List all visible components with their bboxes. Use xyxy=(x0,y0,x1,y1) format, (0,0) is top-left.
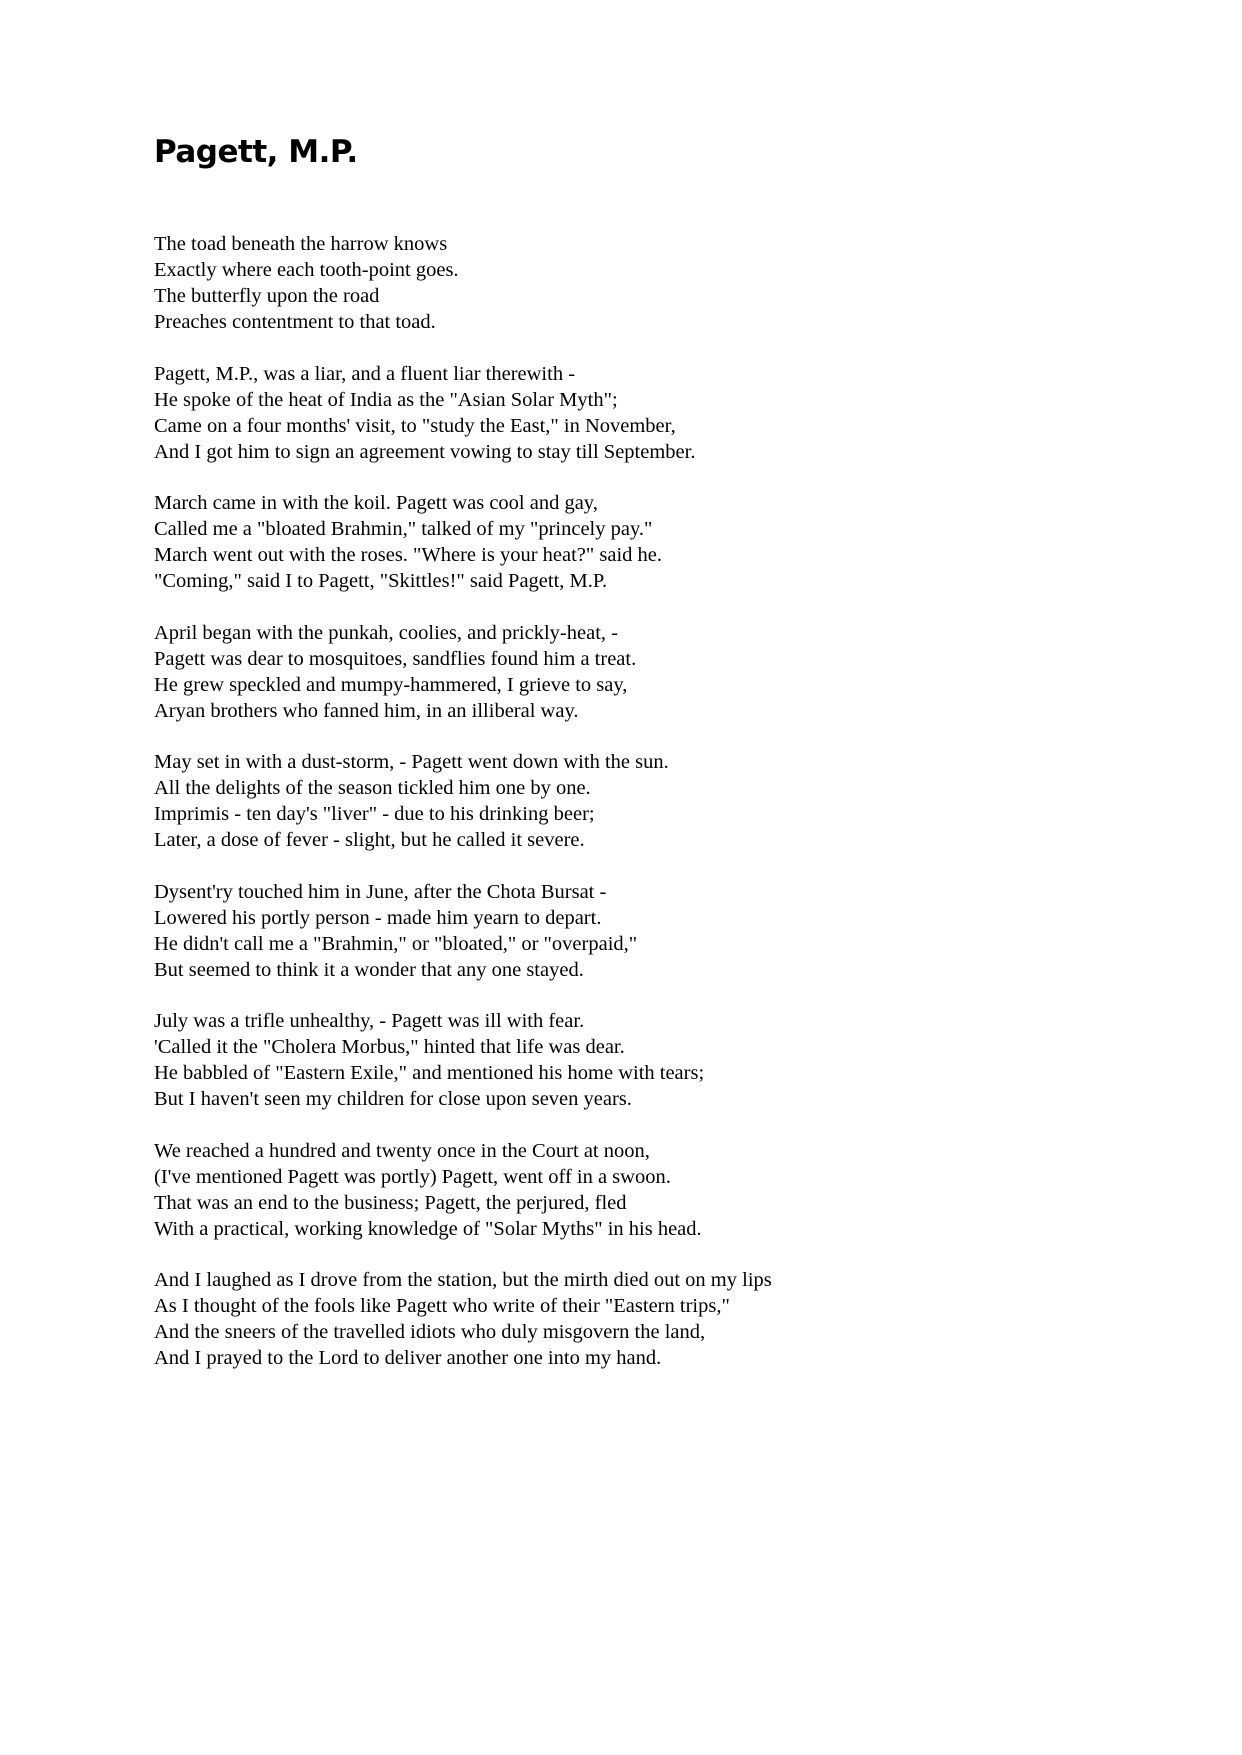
poem-line: That was an end to the business; Pagett, the perjured, fled xyxy=(154,1191,627,1214)
poem-line: Came on a four months' visit, to "study the East," in November, xyxy=(154,414,676,437)
poem-line: He babbled of "Eastern Exile," and mentioned his home with tears; xyxy=(154,1062,705,1084)
poem-line: Preaches contentment to that toad. xyxy=(154,311,436,333)
stanza-4 xyxy=(154,620,1154,724)
poem-line: Imprimis - ten day's "liver" - due to his drinking beer; xyxy=(154,803,595,825)
poem-line: The toad beneath the harrow knows xyxy=(154,233,448,255)
poem-line: "Coming," said I to Pagett, "Skittles!" said Pagett, M.P. xyxy=(154,570,608,592)
poem-line: Exactly where each tooth-point goes. xyxy=(154,259,459,281)
poem-line: Pagett, M.P., was a liar, and a fluent liar therewith - xyxy=(154,362,576,385)
stanza-7 xyxy=(154,1008,1154,1112)
poem-line: Pagett was dear to mosquitoes, sandflies found him a treat. xyxy=(154,647,637,670)
page-title: Pagett, M.P. xyxy=(154,134,358,170)
poem-line: Later, a dose of fever - slight, but he called it severe. xyxy=(154,829,585,851)
poem-line: May set in with a dust-storm, - Pagett went down with the sun. xyxy=(154,751,669,773)
stanza-1 xyxy=(154,231,1154,335)
poem-line: March went out with the roses. "Where is your heat?" said he. xyxy=(154,544,663,566)
poem-line: Aryan brothers who fanned him, in an illiberal way. xyxy=(154,699,579,722)
stanza-9 xyxy=(154,1267,1154,1371)
stanza-8 xyxy=(154,1138,1154,1242)
poem-line: But I haven't seen my children for close upon seven years. xyxy=(154,1088,632,1110)
poem-line: 'Called it the "Cholera Morbus," hinted that life was dear. xyxy=(154,1036,625,1058)
poem-line: He didn't call me a "Brahmin," or "bloated," or "overpaid," xyxy=(154,932,638,955)
poem-line: Lowered his portly person - made him yearn to depart. xyxy=(154,906,602,929)
stanza-6 xyxy=(154,879,1154,983)
poem-line: And I laughed as I drove from the station, but the mirth died out on my lips xyxy=(154,1269,772,1291)
poem-line: Dysent'ry touched him in June, after the Chota Bursat - xyxy=(154,880,607,903)
poem-line: March came in with the koil. Pagett was cool and gay, xyxy=(154,492,598,514)
poem-line: And I got him to sign an agreement vowing to stay till September. xyxy=(154,440,696,463)
poem-line: Called me a "bloated Brahmin," talked of my "princely pay." xyxy=(154,518,653,540)
stanza-3 xyxy=(154,490,1154,594)
poem-line: All the delights of the season tickled him one by one. xyxy=(154,777,591,799)
poem-line: The butterfly upon the road xyxy=(154,285,380,307)
poem-line: April began with the punkah, coolies, and prickly-heat, - xyxy=(154,621,618,644)
poem-line: July was a trifle unhealthy, - Pagett was ill with fear. xyxy=(154,1010,585,1032)
poem-line: And I prayed to the Lord to deliver another one into my hand. xyxy=(154,1347,662,1369)
poem-line: With a practical, working knowledge of "Solar Myths" in his head. xyxy=(154,1217,702,1240)
poem-body xyxy=(154,231,1154,1397)
stanza-2 xyxy=(154,361,1154,465)
poem-line: (I've mentioned Pagett was portly) Pagett, went off in a swoon. xyxy=(154,1165,671,1188)
poem-line: He spoke of the heat of India as the "Asian Solar Myth"; xyxy=(154,388,618,411)
poem-line: He grew speckled and mumpy-hammered, I grieve to say, xyxy=(154,673,628,696)
poem-line: We reached a hundred and twenty once in the Court at noon, xyxy=(154,1139,650,1162)
poem-line: As I thought of the fools like Pagett who write of their "Eastern trips," xyxy=(154,1295,730,1317)
poem-line: And the sneers of the travelled idiots who duly misgovern the land, xyxy=(154,1321,706,1343)
poem-line: But seemed to think it a wonder that any one stayed. xyxy=(154,958,584,981)
stanza-5 xyxy=(154,749,1154,853)
